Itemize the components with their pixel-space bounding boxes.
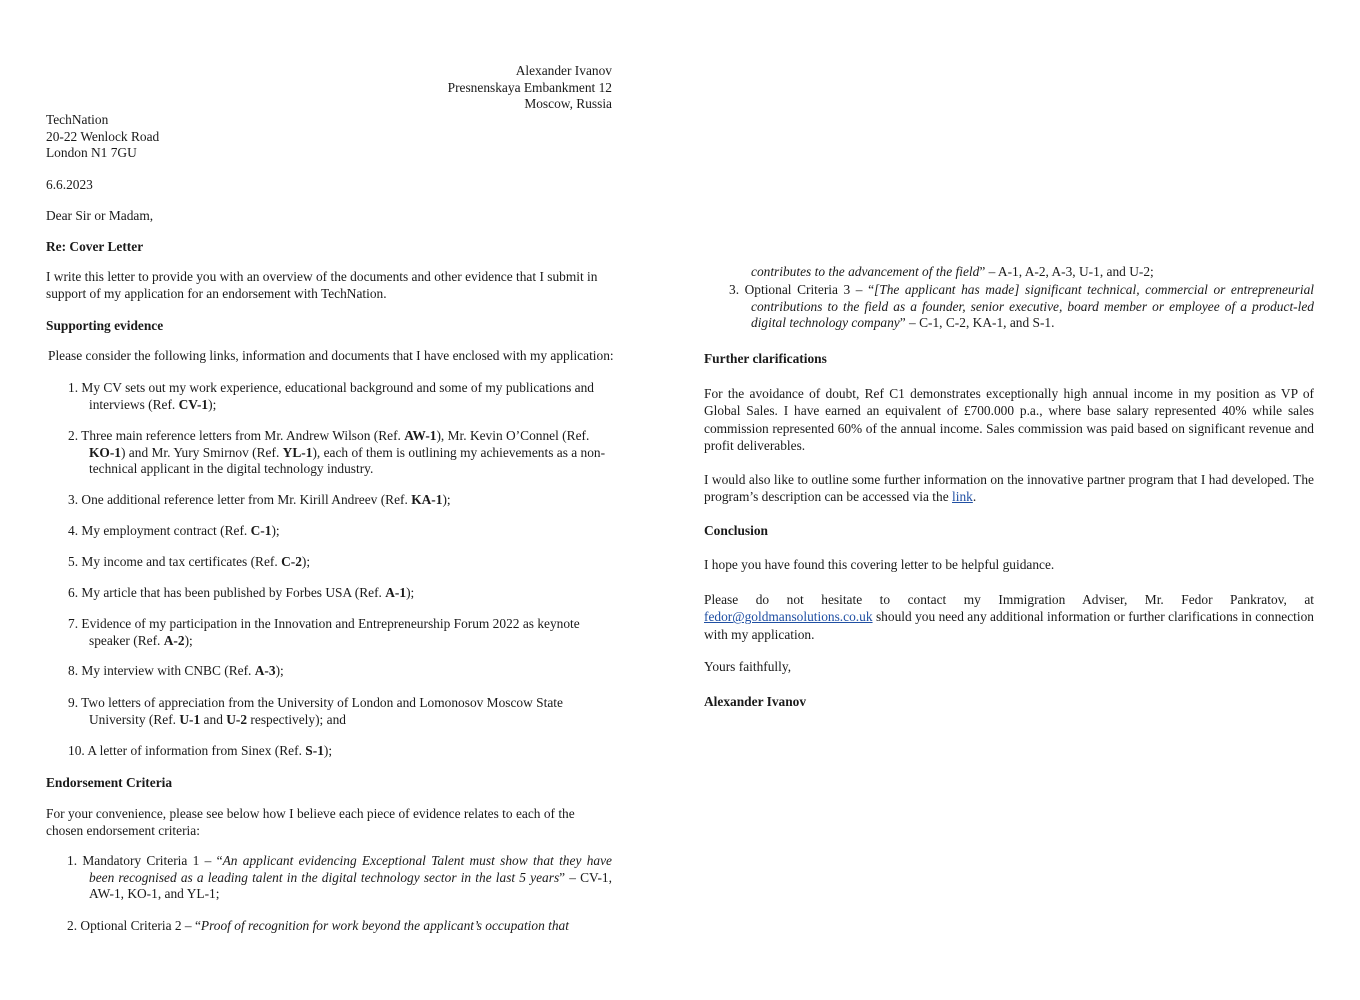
criteria-item: 3. Optional Criteria 3 – “[The applicant has made] significant technical, commercial or entrepreneurial contributions to the field as a founder, senior executive, board member or employee of a product-led digital technology company” – C-1, C-2, KA-1, and S-1. — [729, 282, 1314, 330]
criteria-item: 1. Mandatory Criteria 1 – “An applicant evidencing Exceptional Talent must show that they have been recognised as a leading talent in the digital technology sector in the last 5 years” – CV-1, AW-1, KO-1, and YL-1; — [67, 853, 612, 901]
sender-city: Moscow, Russia — [524, 96, 612, 111]
evidence-item: 7. Evidence of my participation in the Innovation and Entrepreneurship Forum 2022 as keynote speaker (Ref. A-2); — [68, 616, 580, 648]
criteria-item: 2. Optional Criteria 2 – “Proof of recognition for work beyond the applicant’s occupation that — [67, 918, 569, 933]
partner-program-paragraph: I would also like to outline some further information on the innovative partner program that I had developed. The program’s description can be accessed via the link. — [704, 472, 1314, 505]
endorsement-criteria-heading: Endorsement Criteria — [46, 775, 173, 790]
supporting-evidence-heading: Supporting evidence — [46, 318, 164, 333]
evidence-item: 6. My article that has been published by Forbes USA (Ref. A-1); — [68, 585, 415, 600]
subject-line: Re: Cover Letter — [46, 239, 144, 254]
letter-date: 6.6.2023 — [46, 177, 93, 192]
evidence-item: 1. My CV sets out my work experience, educational background and some of my publications and interviews (Ref. CV-1); — [68, 380, 594, 412]
evidence-item: 5. My income and tax certificates (Ref. C-2); — [68, 554, 311, 569]
further-clarifications-heading: Further clarifications — [704, 351, 827, 366]
supporting-evidence-lead: Please consider the following links, information and documents that I have enclosed with my application: — [48, 348, 614, 363]
salutation: Dear Sir or Madam, — [46, 208, 154, 223]
sender-name: Alexander Ivanov — [515, 63, 612, 78]
sender-street: Presnenskaya Embankment 12 — [447, 79, 612, 95]
recipient-org: TechNation — [46, 112, 109, 127]
sender-address — [448, 63, 612, 113]
contact-paragraph: Please do not hesitate to contact my Immigration Adviser, Mr. Fedor Pankratov, at fedor@goldmansolutions.co.uk should you need any additional information or further clarifications in connection with my application. — [704, 592, 1314, 642]
recipient-address — [46, 112, 159, 162]
conclusion-heading: Conclusion — [704, 523, 768, 538]
evidence-item: 3. One additional reference letter from Mr. Kirill Andreev (Ref. KA-1); — [68, 492, 451, 507]
evidence-item: 4. My employment contract (Ref. C-1); — [68, 523, 280, 538]
recipient-street: 20-22 Wenlock Road — [46, 128, 160, 144]
closing: Yours faithfully, — [704, 659, 792, 674]
recipient-city: London N1 7GU — [46, 145, 137, 160]
evidence-item: 9. Two letters of appreciation from the University of London and Lomonosov Moscow State University (Ref. U-1 and U-2 respectively); and — [68, 695, 563, 727]
adviser-email-link[interactable]: fedor@goldmansolutions.co.uk — [704, 609, 873, 625]
conclusion-paragraph: I hope you have found this covering letter to be helpful guidance. — [704, 557, 1055, 572]
criteria-item-continued: contributes to the advancement of the field” – A-1, A-2, A-3, U-1, and U-2; — [751, 264, 1154, 279]
evidence-item: 8. My interview with CNBC (Ref. A-3); — [68, 663, 284, 678]
signature-name: Alexander Ivanov — [704, 694, 807, 709]
endorsement-criteria-lead: For your convenience, please see below how I believe each piece of evidence relates to each of the chosen endorsement criteria: — [46, 806, 575, 838]
evidence-item: 10. A letter of information from Sinex (Ref. S-1); — [68, 743, 333, 758]
evidence-item: 2. Three main reference letters from Mr. Andrew Wilson (Ref. AW-1), Mr. Kevin O’Connel (Ref. KO-1) and Mr. Yury Smirnov (Ref. YL-1), each of them is outlining my achievements as a non-technical applicant in the digital technology industry. — [68, 428, 606, 476]
intro-paragraph: I write this letter to provide you with an overview of the documents and other evidence that I submit in support of my application for an endorsement with TechNation. — [46, 269, 598, 301]
program-description-link[interactable]: link — [952, 489, 973, 505]
clarifications-paragraph: For the avoidance of doubt, Ref C1 demonstrates exceptionally high annual income in my position as VP of Global Sales. I have earned an equivalent of £700.000 p.a., where base salary represented 40% while sales commission represented 60% of the annual income. Sales commission was paid based on significant revenue and profit deliverables. — [704, 386, 1314, 453]
